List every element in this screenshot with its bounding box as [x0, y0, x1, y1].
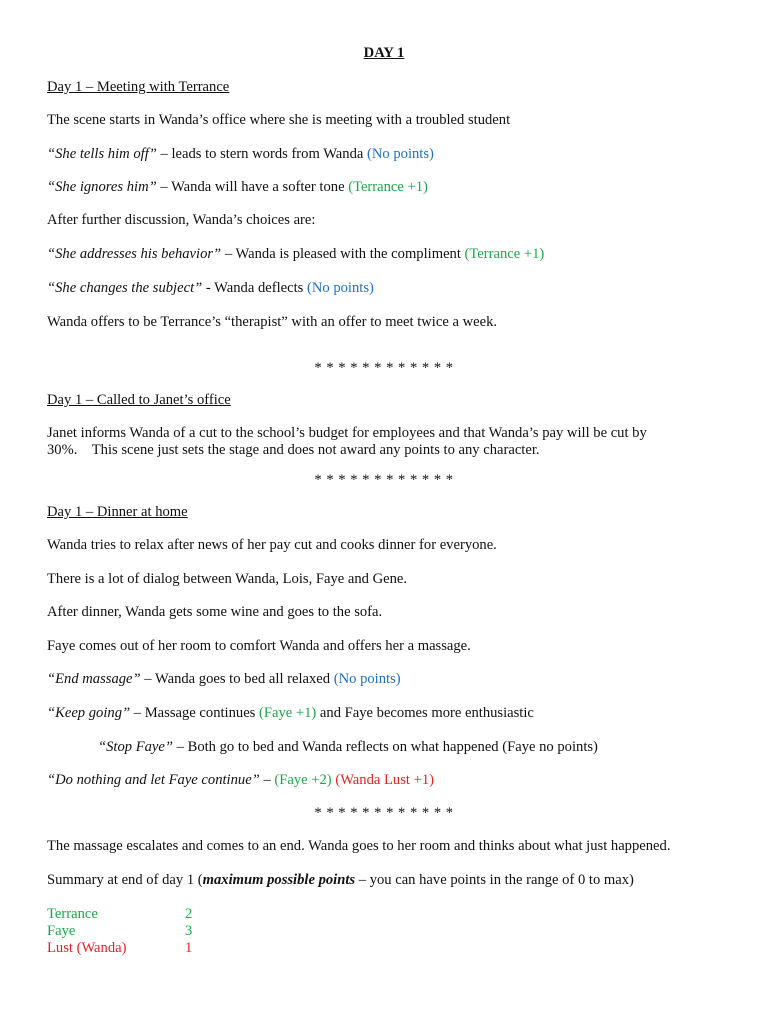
choice-tells-him-off	[47, 146, 434, 163]
choice-let-faye-continue	[47, 772, 434, 789]
page-title: DAY 1	[363, 45, 405, 61]
paragraph-terrance-after: After further discussion, Wanda’s choices are:	[47, 212, 316, 228]
choice-stop-faye	[98, 739, 598, 756]
points-badge-faye: (Faye +2)	[274, 772, 332, 788]
section-heading-terrance: Day 1 – Meeting with Terrance	[47, 79, 230, 95]
choice-label: “Keep going”	[47, 705, 131, 721]
choice-text: – Massage continues	[130, 705, 259, 721]
choice-text: – Wanda will have a softer tone	[156, 179, 349, 195]
choice-label: “She addresses his behavior”	[47, 246, 222, 262]
choice-end-massage	[47, 671, 401, 688]
choice-label: “She changes the subject”	[47, 280, 203, 296]
paragraph-janet-line2: 30%. This scene just sets the stage and does not award any points to any character.	[47, 442, 540, 458]
paragraph-janet-line1: Janet informs Wanda of a cut to the school’s budget for employees and that Wanda’s pay will be cut by	[47, 425, 647, 441]
paragraph-dinner-2: There is a lot of dialog between Wanda, Lois, Faye and Gene.	[47, 571, 408, 587]
choice-label: “Do nothing and let Faye continue”	[47, 772, 260, 788]
paragraph-dinner-4: Faye comes out of her room to comfort Wanda and offers her a massage.	[47, 638, 471, 654]
choice-addresses-behavior	[47, 246, 544, 263]
summary-value: 3	[185, 923, 193, 939]
points-badge: (Faye +1)	[259, 705, 317, 721]
separator: * * * * * * * * * * * *	[314, 360, 454, 376]
choice-text: –	[259, 772, 275, 788]
paragraph-dinner-3: After dinner, Wanda gets some wine and goes to the sofa.	[47, 604, 383, 620]
summary-name: Lust (Wanda)	[47, 940, 127, 956]
summary-value: 2	[185, 906, 193, 922]
summary-intro-post: – you can have points in the range of 0 to max)	[355, 872, 634, 888]
choice-tail: and Faye becomes more enthusiastic	[316, 705, 534, 721]
summary-intro-bold: maximum possible points	[202, 872, 356, 888]
points-badge-lust: (Wanda Lust +1)	[335, 772, 434, 788]
summary-intro-pre: Summary at end of day 1 (	[47, 872, 203, 888]
separator: * * * * * * * * * * * *	[314, 472, 454, 488]
paragraph-terrance-outro: Wanda offers to be Terrance’s “therapist” with an offer to meet twice a week.	[47, 314, 498, 330]
section-heading-janet: Day 1 – Called to Janet’s office	[47, 392, 231, 408]
points-badge: (No points)	[367, 146, 434, 162]
choice-text: – Both go to bed and Wanda reflects on what happened (Faye no points)	[173, 739, 598, 755]
section-heading-dinner: Day 1 – Dinner at home	[47, 504, 188, 520]
points-badge: (No points)	[333, 671, 401, 687]
points-badge: (Terrance +1)	[348, 179, 428, 195]
choice-label: “Stop Faye”	[98, 739, 173, 755]
summary-name: Terrance	[47, 906, 98, 922]
choice-ignores-him	[47, 179, 428, 196]
choice-keep-going	[47, 705, 534, 722]
summary-value: 1	[185, 940, 193, 956]
paragraph-terrance-intro: The scene starts in Wanda’s office where she is meeting with a troubled student	[47, 112, 511, 128]
points-badge: (No points)	[306, 280, 374, 296]
choice-text: – Wanda goes to bed all relaxed	[140, 671, 334, 687]
choice-label: “She ignores him”	[47, 179, 157, 195]
choice-text: - Wanda deflects	[202, 280, 307, 296]
separator: * * * * * * * * * * * *	[314, 805, 454, 821]
choice-changes-subject	[47, 280, 374, 297]
choice-label: “End massage”	[47, 671, 141, 687]
summary-name: Faye	[47, 923, 76, 939]
summary-intro	[47, 872, 634, 889]
points-badge: (Terrance +1)	[464, 246, 545, 262]
choice-text: – Wanda is pleased with the compliment	[221, 246, 465, 262]
choice-label: “She tells him off”	[47, 146, 157, 162]
choice-text: – leads to stern words from Wanda	[156, 146, 367, 162]
paragraph-ending: The massage escalates and comes to an end. Wanda goes to her room and thinks about what just happened.	[47, 838, 671, 854]
paragraph-dinner-1: Wanda tries to relax after news of her pay cut and cooks dinner for everyone.	[47, 537, 497, 553]
